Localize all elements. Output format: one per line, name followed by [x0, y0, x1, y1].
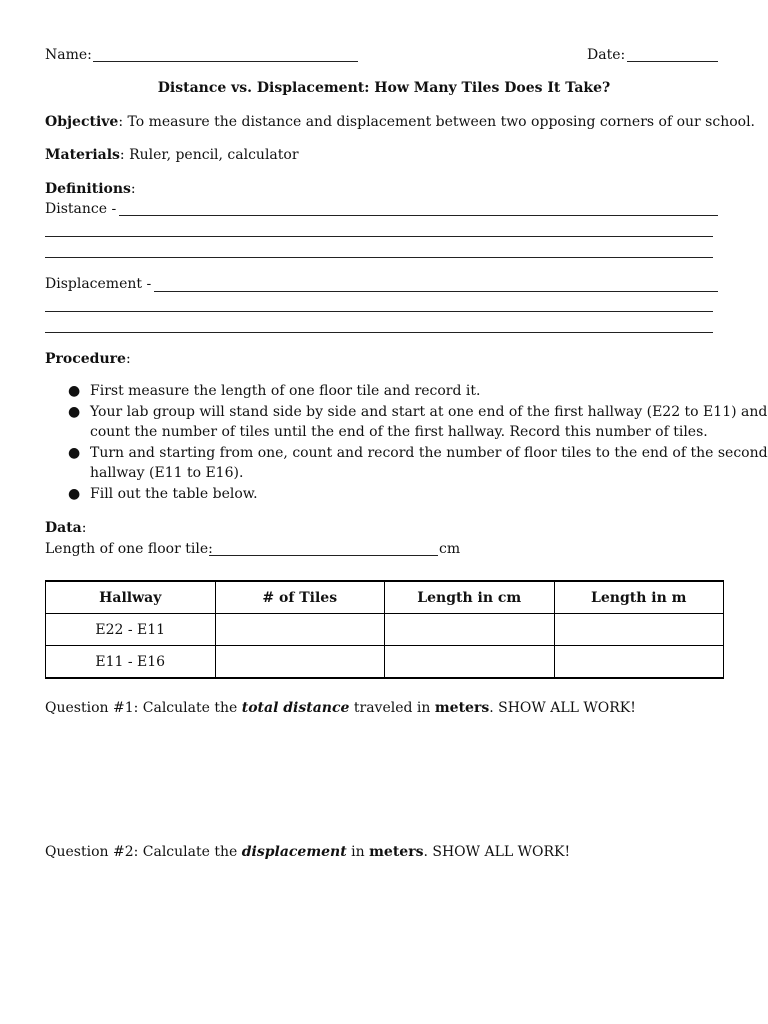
column-header-tiles: # of Tiles — [215, 581, 385, 614]
definitions-label: Definitions — [45, 181, 131, 197]
definitions-heading: Definitions: — [45, 181, 136, 197]
table-row — [46, 646, 724, 679]
question-2-emphasis: displacement — [241, 844, 347, 860]
displacement-definition-line-2[interactable] — [45, 311, 713, 312]
table-row — [46, 614, 724, 646]
question-1-emphasis: total distance — [241, 700, 350, 716]
tiles-cell[interactable] — [215, 646, 385, 679]
data-heading: Data: — [45, 520, 87, 536]
distance-label: Distance - — [45, 201, 117, 217]
materials-label: Materials — [45, 147, 120, 163]
question-1: Question #1: Calculate the total distance traveled in meters. SHOW ALL WORK! — [45, 700, 636, 716]
procedure-step: ● Your lab group will stand side by side and start at one end of the first hallway (E22 to E11) and count the number of tiles until the end of the first hallway. Record this number of tiles. — [68, 403, 768, 440]
worksheet-title: Distance vs. Displacement: How Many Tiles Does It Take? — [157, 80, 611, 96]
name-field-line[interactable] — [93, 61, 358, 62]
tile-length-label: Length of one floor tile: — [45, 541, 213, 557]
bullet-icon: ● — [68, 444, 81, 461]
name-label: Name: — [45, 47, 92, 63]
hallway-cell: E22 - E11 — [46, 614, 216, 646]
procedure-heading: Procedure: — [45, 351, 131, 367]
procedure-step: ● Fill out the table below. — [90, 484, 768, 505]
length-cm-cell[interactable] — [385, 614, 555, 646]
hallway-cell: E11 - E16 — [46, 646, 216, 679]
bullet-icon: ● — [68, 383, 81, 399]
column-header-length-m: Length in m — [554, 581, 724, 614]
data-table — [45, 580, 724, 679]
date-field-line[interactable] — [627, 61, 718, 62]
tiles-cell[interactable] — [215, 614, 385, 646]
length-m-cell[interactable] — [554, 646, 724, 679]
tile-length-unit: cm — [439, 541, 461, 557]
column-header-length-cm: Length in cm — [385, 581, 555, 614]
date-label: Date: — [587, 47, 626, 63]
distance-definition-line-2[interactable] — [45, 236, 713, 237]
procedure-step: ● First measure the length of one floor tile and record it. — [90, 381, 768, 402]
table-header-row — [46, 581, 724, 614]
length-m-cell[interactable] — [554, 614, 724, 646]
materials — [45, 145, 299, 165]
bullet-icon: ● — [68, 485, 81, 502]
question-1-work-area[interactable] — [45, 722, 724, 832]
objective-text: : To measure the distance and displacement between two opposing corners of our school. — [118, 114, 755, 130]
objective — [45, 112, 755, 132]
tile-length-field-line[interactable] — [209, 555, 438, 556]
question-2-work-area[interactable] — [45, 866, 724, 1006]
procedure-step: ● Turn and starting from one, count and record the number of floor tiles to the end of the second hallway (E11 to E16). — [68, 444, 768, 481]
procedure-label: Procedure — [45, 351, 126, 367]
column-header-hallway: Hallway — [46, 581, 216, 614]
materials-text: : Ruler, pencil, calculator — [119, 147, 299, 163]
question-2: Question #2: Calculate the displacement in meters. SHOW ALL WORK! — [45, 844, 571, 860]
distance-definition-line-1[interactable] — [119, 215, 718, 216]
procedure-list — [45, 381, 768, 504]
distance-definition-line-3[interactable] — [45, 257, 713, 258]
question-2-unit: meters — [369, 844, 424, 860]
length-cm-cell[interactable] — [385, 646, 555, 679]
data-label: Data — [45, 520, 82, 536]
bullet-icon: ● — [68, 403, 81, 420]
displacement-label: Displacement - — [45, 276, 152, 292]
displacement-definition-line-1[interactable] — [154, 291, 718, 292]
objective-label: Objective — [45, 114, 119, 130]
question-1-unit: meters — [434, 700, 490, 716]
displacement-definition-line-3[interactable] — [45, 332, 713, 333]
